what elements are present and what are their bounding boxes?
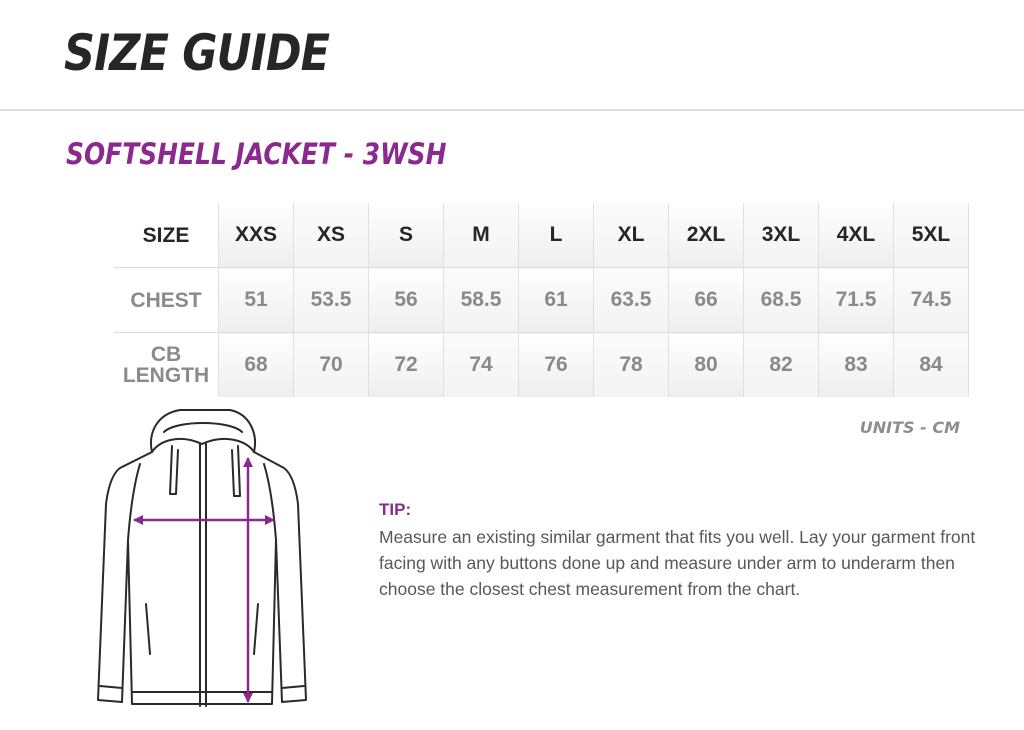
cb-length-value: 76 [519, 333, 594, 398]
cb-length-value: 82 [744, 333, 819, 398]
tip-label: TIP: [379, 500, 412, 519]
cb-length-value: 74 [444, 333, 519, 398]
size-cell: 2XL [669, 203, 744, 268]
cb-length-value: 78 [594, 333, 669, 398]
units-label: UNITS - CM [859, 418, 960, 437]
cb-length-value: 83 [819, 333, 894, 398]
chest-value: 66 [669, 268, 744, 333]
size-header-row [114, 203, 969, 268]
cb-length-value: 72 [369, 333, 444, 398]
size-header-label: SIZE [114, 203, 219, 268]
chest-row [114, 268, 969, 333]
header-divider [0, 109, 1024, 111]
chest-value: 74.5 [894, 268, 969, 333]
tip-text: Measure an existing similar garment that fits you well. Lay your garment front facing with any buttons done up and measure under arm to underarm then choose the closest chest measurement from the chart. [379, 527, 976, 599]
jacket-hood-inner [164, 423, 242, 432]
size-cell: L [519, 203, 594, 268]
size-table [114, 203, 969, 397]
chest-value: 63.5 [594, 268, 669, 333]
size-cell: M [444, 203, 519, 268]
size-cell: 3XL [744, 203, 819, 268]
chest-value: 53.5 [294, 268, 369, 333]
size-cell: 5XL [894, 203, 969, 268]
chest-value: 71.5 [819, 268, 894, 333]
chest-value: 68.5 [744, 268, 819, 333]
size-cell: XS [294, 203, 369, 268]
cb-length-value: 84 [894, 333, 969, 398]
cb-length-label-line1: CB [150, 343, 182, 366]
page-title: SIZE GUIDE [64, 24, 330, 82]
cb-length-value: 80 [669, 333, 744, 398]
cb-length-row [114, 333, 969, 398]
chest-value: 61 [519, 268, 594, 333]
size-cell: S [369, 203, 444, 268]
cb-length-label-line2: LENGTH [122, 364, 210, 387]
cb-length-value: 70 [294, 333, 369, 398]
chest-value: 56 [369, 268, 444, 333]
chest-label: CHEST [114, 268, 219, 333]
jacket-body [98, 452, 306, 704]
product-title: SOFTSHELL JACKET - 3WSH [66, 137, 447, 171]
size-cell: 4XL [819, 203, 894, 268]
cb-length-value: 68 [219, 333, 294, 398]
chest-value: 51 [219, 268, 294, 333]
jacket-diagram [90, 404, 330, 714]
chest-value: 58.5 [444, 268, 519, 333]
size-cell: XL [594, 203, 669, 268]
cb-length-label [114, 333, 219, 398]
size-cell: XXS [219, 203, 294, 268]
